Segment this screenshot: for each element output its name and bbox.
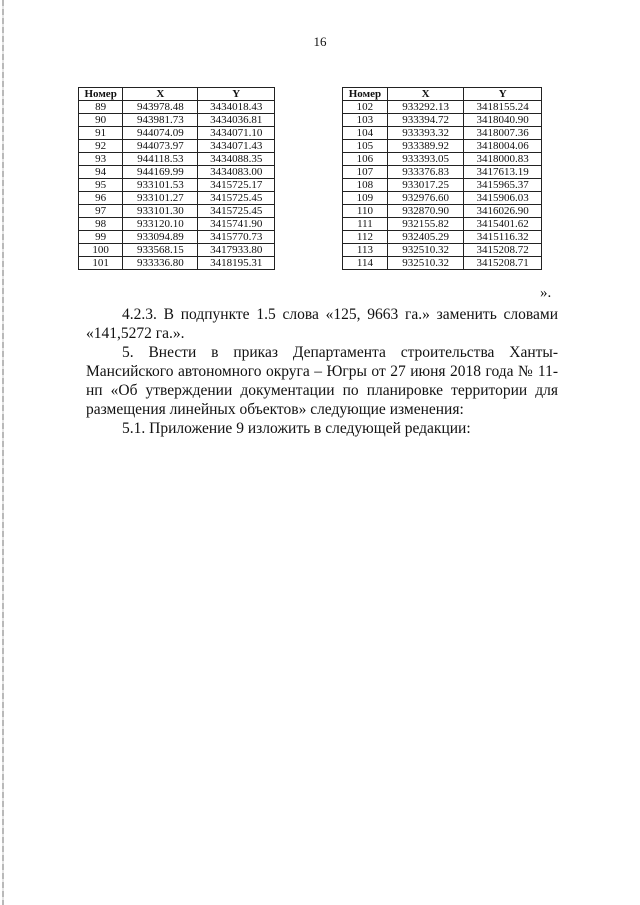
table-row <box>343 179 542 192</box>
table-row <box>343 192 542 205</box>
cell-number: 89 <box>79 101 123 114</box>
cell-number: 106 <box>343 153 388 166</box>
cell-y: 3434018.43 <box>198 101 275 114</box>
cell-y: 3415116.32 <box>464 231 542 244</box>
table-row <box>79 166 275 179</box>
cell-x: 944118.53 <box>123 153 198 166</box>
cell-number: 111 <box>343 218 388 231</box>
cell-y: 3415208.72 <box>464 244 542 257</box>
cell-x: 933094.89 <box>123 231 198 244</box>
cell-x: 932870.90 <box>387 205 464 218</box>
header-number: Номер <box>79 88 123 101</box>
cell-y: 3417933.80 <box>198 244 275 257</box>
table-row <box>79 114 275 127</box>
cell-x: 933292.13 <box>387 101 464 114</box>
cell-y: 3415770.73 <box>198 231 275 244</box>
cell-number: 102 <box>343 101 388 114</box>
table-row <box>343 231 542 244</box>
cell-x: 932976.60 <box>387 192 464 205</box>
cell-y: 3415725.45 <box>198 192 275 205</box>
header-x: X <box>387 88 464 101</box>
cell-y: 3415208.71 <box>464 257 542 270</box>
cell-x: 932510.32 <box>387 257 464 270</box>
cell-number: 108 <box>343 179 388 192</box>
cell-x: 933120.10 <box>123 218 198 231</box>
header-number: Номер <box>343 88 388 101</box>
table-row <box>79 257 275 270</box>
table-row <box>79 192 275 205</box>
cell-x: 933393.05 <box>387 153 464 166</box>
cell-y: 3417613.19 <box>464 166 542 179</box>
table-header-row <box>343 88 542 101</box>
cell-number: 98 <box>79 218 123 231</box>
coordinates-table-left <box>78 87 275 270</box>
table-row <box>343 140 542 153</box>
cell-number: 95 <box>79 179 123 192</box>
cell-y: 3434083.00 <box>198 166 275 179</box>
cell-x: 933376.83 <box>387 166 464 179</box>
table-row <box>343 101 542 114</box>
cell-x: 932510.32 <box>387 244 464 257</box>
cell-x: 933336.80 <box>123 257 198 270</box>
table-row <box>343 153 542 166</box>
cell-x: 933568.15 <box>123 244 198 257</box>
cell-number: 100 <box>79 244 123 257</box>
cell-number: 99 <box>79 231 123 244</box>
cell-number: 93 <box>79 153 123 166</box>
table-body <box>343 101 542 270</box>
cell-number: 91 <box>79 127 123 140</box>
cell-number: 105 <box>343 140 388 153</box>
closing-quote: ». <box>540 285 552 301</box>
cell-y: 3434036.81 <box>198 114 275 127</box>
cell-y: 3418040.90 <box>464 114 542 127</box>
cell-x: 933017.25 <box>387 179 464 192</box>
cell-y: 3416026.90 <box>464 205 542 218</box>
table-row <box>79 153 275 166</box>
table-row <box>343 244 542 257</box>
cell-number: 96 <box>79 192 123 205</box>
table-row <box>343 218 542 231</box>
cell-x: 933101.30 <box>123 205 198 218</box>
page-number: 16 <box>313 34 327 49</box>
cell-x: 933394.72 <box>387 114 464 127</box>
paragraph-4-2-3: 4.2.3. В подпункте 1.5 слова «125, 9663 га.» заменить словами «141,5272 га.». <box>86 306 558 342</box>
cell-number: 94 <box>79 166 123 179</box>
coordinates-table-right <box>342 87 542 270</box>
cell-number: 97 <box>79 205 123 218</box>
cell-x: 944169.99 <box>123 166 198 179</box>
table-header-row <box>79 88 275 101</box>
header-y: Y <box>198 88 275 101</box>
cell-y: 3415741.90 <box>198 218 275 231</box>
header-x: X <box>123 88 198 101</box>
table-row <box>79 179 275 192</box>
cell-y: 3434071.10 <box>198 127 275 140</box>
table-row <box>343 127 542 140</box>
cell-number: 110 <box>343 205 388 218</box>
cell-x: 933393.32 <box>387 127 464 140</box>
table-row <box>79 127 275 140</box>
cell-x: 932155.82 <box>387 218 464 231</box>
cell-x: 932405.29 <box>387 231 464 244</box>
cell-number: 101 <box>79 257 123 270</box>
header-y: Y <box>464 88 542 101</box>
cell-y: 3418155.24 <box>464 101 542 114</box>
table-row <box>79 101 275 114</box>
cell-number: 113 <box>343 244 388 257</box>
cell-y: 3415725.45 <box>198 205 275 218</box>
paragraph-5-1: 5.1. Приложение 9 изложить в следующей редакции: <box>122 420 471 437</box>
table-row <box>343 114 542 127</box>
cell-number: 109 <box>343 192 388 205</box>
table-row <box>79 244 275 257</box>
table-row <box>343 205 542 218</box>
cell-y: 3415401.62 <box>464 218 542 231</box>
cell-y: 3434071.43 <box>198 140 275 153</box>
cell-y: 3415725.17 <box>198 179 275 192</box>
table-row <box>79 218 275 231</box>
cell-y: 3415965.37 <box>464 179 542 192</box>
table-row <box>79 205 275 218</box>
cell-number: 114 <box>343 257 388 270</box>
cell-y: 3418195.31 <box>198 257 275 270</box>
cell-y: 3418000.83 <box>464 153 542 166</box>
table-row <box>79 231 275 244</box>
table-row <box>343 166 542 179</box>
cell-y: 3418004.06 <box>464 140 542 153</box>
cell-x: 944073.97 <box>123 140 198 153</box>
cell-x: 943981.73 <box>123 114 198 127</box>
cell-x: 933101.53 <box>123 179 198 192</box>
cell-x: 933101.27 <box>123 192 198 205</box>
paragraph-5: 5. Внести в приказ Департамента строительства Ханты-Мансийского автономного округа – Югры от 27 июня 2018 года № 11-нп «Об утверждении документации по планировке территории для размещения линейных объектов» следующие изменения: <box>86 344 558 418</box>
cell-number: 107 <box>343 166 388 179</box>
cell-y: 3434088.35 <box>198 153 275 166</box>
cell-number: 112 <box>343 231 388 244</box>
cell-number: 92 <box>79 140 123 153</box>
scan-edge <box>2 0 4 905</box>
cell-number: 104 <box>343 127 388 140</box>
table-row <box>79 140 275 153</box>
table-row <box>343 257 542 270</box>
cell-x: 933389.92 <box>387 140 464 153</box>
cell-x: 943978.48 <box>123 101 198 114</box>
cell-x: 944074.09 <box>123 127 198 140</box>
cell-y: 3415906.03 <box>464 192 542 205</box>
cell-number: 103 <box>343 114 388 127</box>
cell-y: 3418007.36 <box>464 127 542 140</box>
table-body <box>79 101 275 270</box>
cell-number: 90 <box>79 114 123 127</box>
